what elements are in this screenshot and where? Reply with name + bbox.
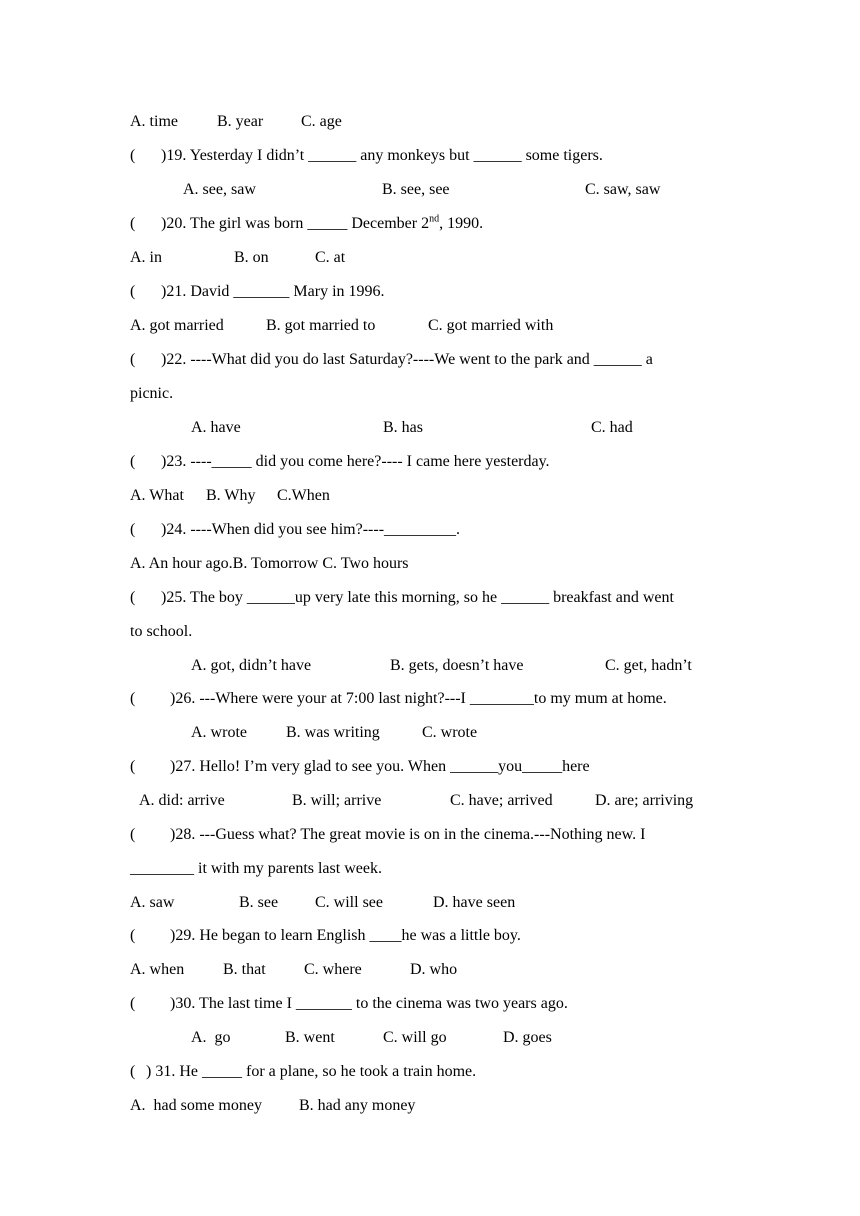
option-d: D. who [410, 961, 458, 978]
question-text: ________ it with my parents last week. [130, 860, 382, 877]
option-c: C. got married with [428, 317, 554, 334]
answer-paren: ( [130, 826, 136, 843]
option-a: A. time [130, 113, 178, 130]
answer-paren: ( [130, 589, 136, 606]
answer-paren: ( [130, 215, 136, 232]
question-21 [0, 282, 385, 302]
option-b: B. year [217, 113, 264, 130]
answer-paren: ( [130, 147, 136, 164]
question-text: )24. ----When did you see him?----_________. [161, 521, 461, 538]
option-a: A. go [191, 1029, 231, 1046]
answer-paren: ( [130, 690, 136, 707]
option-d: D. are; arriving [595, 792, 694, 809]
option-c: C. saw, saw [585, 181, 661, 198]
option-c: C. age [301, 113, 342, 130]
option-b: B. on [234, 249, 269, 266]
option-b: B. will; arrive [292, 792, 382, 809]
option-d: D. have seen [433, 894, 516, 911]
option-a: A. see, saw [183, 181, 256, 198]
option-a: A. had some money [130, 1097, 262, 1114]
options-q22 [0, 418, 633, 438]
option-c: C. wrote [422, 724, 478, 741]
option-c: C. had [591, 419, 633, 436]
option-a: A. got, didn’t have [191, 657, 312, 674]
options-q26 [0, 723, 478, 743]
question-28-continued [0, 859, 382, 879]
ordinal-suffix: nd [429, 213, 440, 225]
question-text: picnic. [130, 385, 174, 402]
option-a: A. saw [130, 894, 175, 911]
answer-paren: ( [130, 1063, 136, 1080]
question-text: )19. Yesterday I didn’t ______ any monkeys but ______ some tigers. [161, 147, 603, 164]
options-q19 [0, 180, 661, 200]
option-a: A. got married [130, 317, 224, 334]
options-q25 [0, 656, 692, 676]
question-31 [0, 1062, 477, 1082]
answer-paren: ( [130, 927, 136, 944]
question-19 [0, 146, 603, 166]
options-q27 [0, 791, 694, 811]
question-23 [0, 452, 550, 472]
options-q18 [0, 112, 342, 132]
option-c: C. will go [383, 1029, 447, 1046]
answer-paren: ( [130, 995, 136, 1012]
option-b: B. gets, doesn’t have [390, 657, 524, 674]
question-27 [0, 757, 590, 777]
option-b: B. see [239, 894, 279, 911]
option-a: A. did: arrive [139, 792, 225, 809]
question-24 [0, 520, 461, 540]
option-c: C. where [304, 961, 362, 978]
question-text: )23. ----_____ did you come here?---- I came here yesterday. [161, 453, 550, 470]
option-c: C. get, hadn’t [605, 657, 692, 674]
option-b: B. went [285, 1029, 335, 1046]
answer-paren: ( [130, 758, 136, 775]
answer-paren: ( [130, 351, 136, 368]
option-b: B. has [383, 419, 423, 436]
question-text: )25. The boy ______up very late this morning, so he ______ breakfast and went [161, 589, 674, 606]
question-text-main: )20. The girl was born _____ December 2 [161, 215, 430, 232]
question-text: )30. The last time I _______ to the cinema was two years ago. [170, 995, 568, 1012]
option-a: A. in [130, 249, 162, 266]
question-text-end: , 1990. [439, 215, 484, 232]
options-q20 [0, 248, 346, 268]
question-20 [0, 213, 484, 234]
question-text: )28. ---Guess what? The great movie is on in the cinema.---Nothing new. I [170, 826, 646, 843]
question-text: to school. [130, 623, 193, 640]
option-d: D. goes [503, 1029, 552, 1046]
options-q24 [0, 554, 409, 574]
option-b: B. that [223, 961, 266, 978]
question-text: )22. ----What did you do last Saturday?----We went to the park and ______ a [161, 351, 653, 368]
question-28 [0, 825, 646, 845]
options-q21 [0, 316, 554, 336]
answer-paren: ( [130, 521, 136, 538]
option-a: A. What [130, 487, 184, 504]
option-a: A. when [130, 961, 185, 978]
option-b: B. was writing [286, 724, 380, 741]
options-q29 [0, 960, 458, 980]
option-b: B. had any money [299, 1097, 416, 1114]
option-c: C. have; arrived [450, 792, 553, 809]
option-c: C.When [277, 487, 330, 504]
option-a: A. have [191, 419, 241, 436]
question-text: )27. Hello! I’m very glad to see you. When ______you_____here [170, 758, 590, 775]
question-29 [0, 926, 521, 946]
question-text [161, 214, 483, 234]
question-26 [0, 689, 667, 709]
option-c: C. at [315, 249, 346, 266]
option-c: C. will see [315, 894, 383, 911]
options-q28 [0, 893, 516, 913]
options-q23 [0, 486, 330, 506]
options-q31 [0, 1096, 416, 1116]
option-a: A. wrote [191, 724, 247, 741]
question-30 [0, 994, 568, 1014]
answer-paren: ( [130, 453, 136, 470]
options-q30 [0, 1028, 552, 1048]
question-25-continued [0, 622, 193, 642]
question-22-continued [0, 384, 174, 404]
option-b: B. Why [206, 487, 256, 504]
option-b: B. see, see [382, 181, 450, 198]
answer-paren: ( [130, 283, 136, 300]
options-text: A. An hour ago.B. Tomorrow C. Two hours [130, 555, 409, 572]
question-text: )26. ---Where were your at 7:00 last night?---I ________to my mum at home. [170, 690, 667, 707]
question-22 [0, 350, 653, 370]
question-text: ) 31. He _____ for a plane, so he took a train home. [146, 1063, 477, 1080]
option-b: B. got married to [266, 317, 376, 334]
question-text: )21. David _______ Mary in 1996. [161, 283, 385, 300]
question-text: )29. He began to learn English ____he was a little boy. [170, 927, 521, 944]
question-25 [0, 588, 674, 608]
